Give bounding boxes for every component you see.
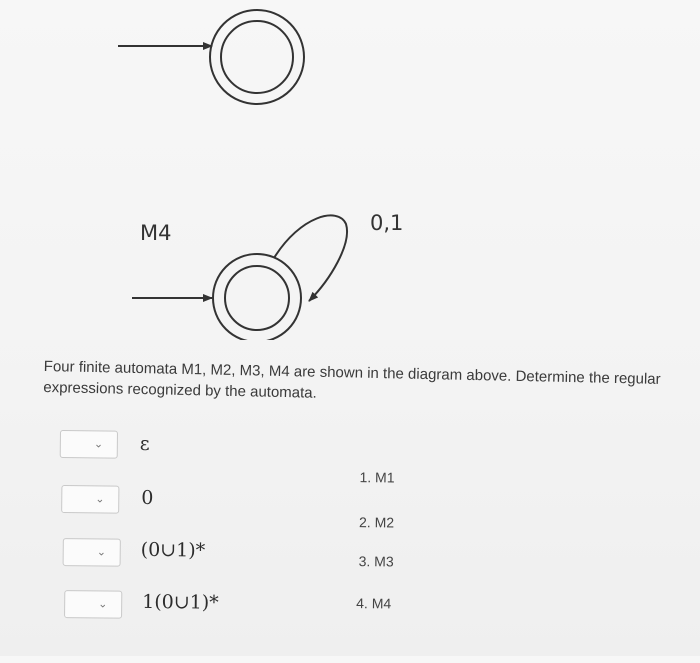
chevron-down-icon: ⌄ bbox=[93, 437, 104, 451]
answer-option-4: 4. M4 bbox=[356, 595, 392, 612]
question-text: Four finite automata M1, M2, M3, M4 are shown in the diagram above. Determine the regular expressions recognized by the automata. bbox=[43, 357, 661, 402]
answer-option-1: 1. M1 bbox=[359, 469, 395, 486]
expression-select-4[interactable] bbox=[64, 590, 122, 619]
expression-select-3[interactable] bbox=[63, 538, 121, 567]
answer-option-2: 2. M2 bbox=[358, 514, 395, 531]
expression-label-2: 0 bbox=[141, 486, 154, 509]
chevron-down-icon: ⌄ bbox=[95, 492, 105, 506]
m4-label: M4 bbox=[140, 221, 172, 245]
expression-select-2[interactable] bbox=[61, 485, 119, 514]
expression-label-1: ε bbox=[139, 432, 150, 455]
chevron-down-icon: ⌄ bbox=[98, 597, 108, 611]
m4-loop-label: 0,1 bbox=[370, 211, 404, 235]
answer-option-3: 3. M3 bbox=[358, 553, 394, 570]
expression-select-1[interactable] bbox=[60, 430, 118, 459]
expression-label-3: (0∪1)* bbox=[140, 538, 206, 562]
expression-label-4: 1(0∪1)* bbox=[142, 590, 219, 614]
chevron-down-icon: ⌄ bbox=[96, 545, 107, 559]
